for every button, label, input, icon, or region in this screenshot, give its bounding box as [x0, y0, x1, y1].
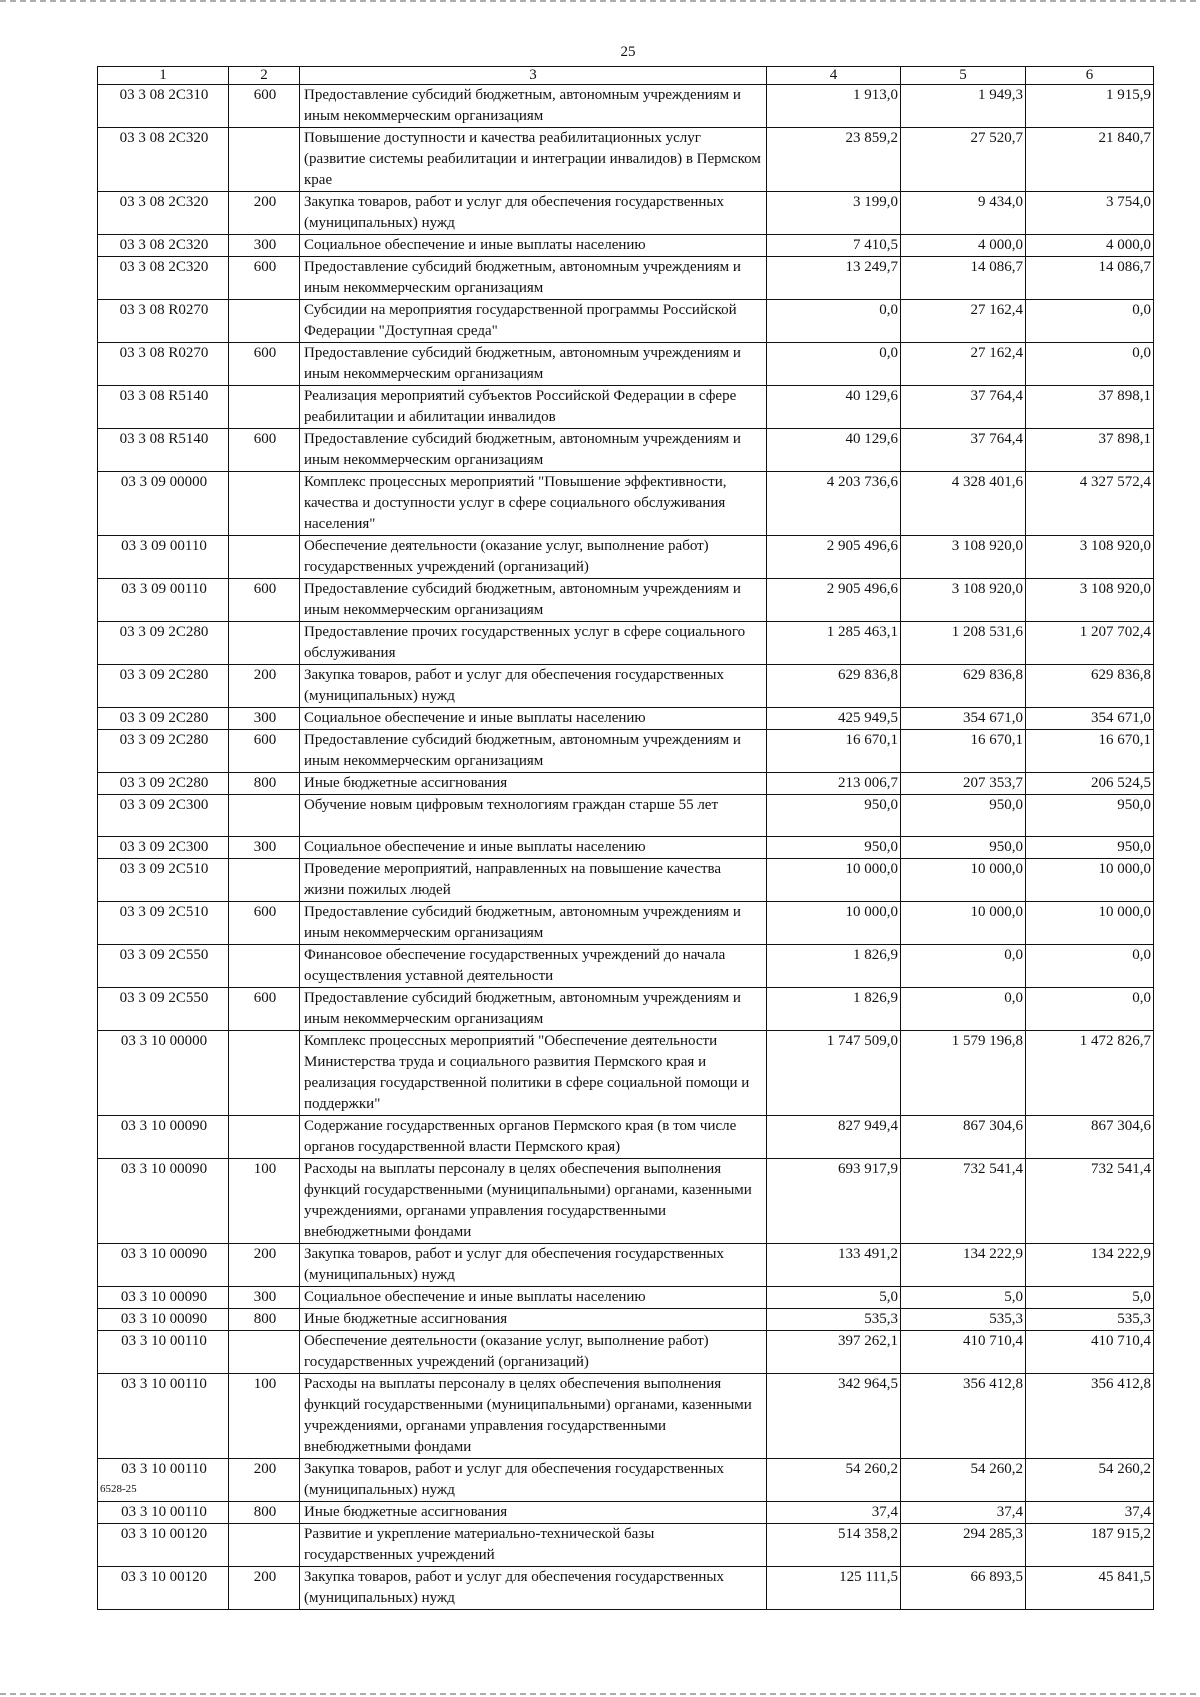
row-expense-type: 200	[229, 1459, 300, 1502]
table-row	[98, 429, 1154, 472]
row-name: Закупка товаров, работ и услуг для обеспечения государственных (муниципальных) нужд	[300, 1567, 767, 1610]
row-expense-type	[229, 795, 300, 837]
row-expense-type: 300	[229, 1287, 300, 1309]
row-code: 03 3 09 00110	[98, 579, 229, 622]
row-value-5: 10 000,0	[901, 859, 1026, 902]
row-expense-type: 600	[229, 579, 300, 622]
row-value-4: 2 905 496,6	[767, 579, 901, 622]
row-expense-type	[229, 472, 300, 536]
row-expense-type: 200	[229, 192, 300, 235]
row-code: 03 3 08 2C320	[98, 235, 229, 257]
row-value-4: 1 285 463,1	[767, 622, 901, 665]
row-value-6: 1 915,9	[1026, 85, 1154, 128]
row-expense-type	[229, 622, 300, 665]
header-col-2: 2	[229, 67, 300, 85]
table-row	[98, 257, 1154, 300]
row-code: 03 3 10 00110	[98, 1459, 229, 1502]
row-value-4: 7 410,5	[767, 235, 901, 257]
row-value-6: 0,0	[1026, 343, 1154, 386]
row-name: Обучение новым цифровым технологиям граждан старше 55 лет	[300, 795, 767, 837]
row-expense-type: 200	[229, 1567, 300, 1610]
row-value-6: 950,0	[1026, 837, 1154, 859]
row-name: Социальное обеспечение и иные выплаты населению	[300, 708, 767, 730]
row-code: 03 3 10 00110	[98, 1374, 229, 1459]
row-value-6: 10 000,0	[1026, 902, 1154, 945]
row-code: 03 3 10 00000	[98, 1031, 229, 1116]
row-value-4: 213 006,7	[767, 773, 901, 795]
row-code: 03 3 09 00110	[98, 536, 229, 579]
row-name: Предоставление субсидий бюджетным, автономным учреждениям и иным некоммерческим организациям	[300, 579, 767, 622]
row-value-5: 629 836,8	[901, 665, 1026, 708]
page-number: 25	[620, 44, 636, 60]
row-value-6: 5,0	[1026, 1287, 1154, 1309]
row-value-4: 125 111,5	[767, 1567, 901, 1610]
row-value-6: 45 841,5	[1026, 1567, 1154, 1610]
row-name: Проведение мероприятий, направленных на повышение качества жизни пожилых людей	[300, 859, 767, 902]
row-name: Развитие и укрепление материально-технической базы государственных учреждений	[300, 1524, 767, 1567]
row-value-5: 14 086,7	[901, 257, 1026, 300]
row-value-6: 37 898,1	[1026, 386, 1154, 429]
budget-table	[97, 66, 1154, 1610]
row-value-5: 16 670,1	[901, 730, 1026, 773]
row-value-5: 5,0	[901, 1287, 1026, 1309]
row-value-4: 693 917,9	[767, 1159, 901, 1244]
row-value-4: 5,0	[767, 1287, 901, 1309]
row-expense-type	[229, 1524, 300, 1567]
row-value-5: 950,0	[901, 837, 1026, 859]
table-row	[98, 1502, 1154, 1524]
row-name: Закупка товаров, работ и услуг для обеспечения государственных (муниципальных) нужд	[300, 192, 767, 235]
row-value-5: 66 893,5	[901, 1567, 1026, 1610]
row-value-6: 3 108 920,0	[1026, 536, 1154, 579]
row-expense-type	[229, 300, 300, 343]
row-expense-type: 600	[229, 429, 300, 472]
table-row	[98, 85, 1154, 128]
row-code: 03 3 09 2C300	[98, 837, 229, 859]
row-value-4: 40 129,6	[767, 429, 901, 472]
row-value-5: 356 412,8	[901, 1374, 1026, 1459]
row-value-6: 54 260,2	[1026, 1459, 1154, 1502]
row-code: 03 3 08 R0270	[98, 300, 229, 343]
row-value-6: 867 304,6	[1026, 1116, 1154, 1159]
row-value-5: 1 949,3	[901, 85, 1026, 128]
row-name: Закупка товаров, работ и услуг для обеспечения государственных (муниципальных) нужд	[300, 665, 767, 708]
row-value-6: 410 710,4	[1026, 1331, 1154, 1374]
row-value-5: 732 541,4	[901, 1159, 1026, 1244]
row-value-5: 410 710,4	[901, 1331, 1026, 1374]
row-code: 03 3 08 2C320	[98, 192, 229, 235]
table-row	[98, 773, 1154, 795]
table-header-row	[98, 67, 1154, 85]
header-col-4: 4	[767, 67, 901, 85]
row-name: Комплекс процессных мероприятий "Обеспечение деятельности Министерства труда и социального развития Пермского края и реализация государственной политики в сфере социальной помощи и поддержки"	[300, 1031, 767, 1116]
row-code: 03 3 08 2C320	[98, 257, 229, 300]
row-code: 03 3 10 00110	[98, 1331, 229, 1374]
row-value-4: 535,3	[767, 1309, 901, 1331]
row-value-4: 13 249,7	[767, 257, 901, 300]
row-code: 03 3 09 2C510	[98, 859, 229, 902]
table-row	[98, 837, 1154, 859]
row-value-5: 294 285,3	[901, 1524, 1026, 1567]
header-col-3: 3	[300, 67, 767, 85]
row-value-6: 206 524,5	[1026, 773, 1154, 795]
table-row	[98, 192, 1154, 235]
row-value-4: 0,0	[767, 300, 901, 343]
row-code: 03 3 08 R5140	[98, 386, 229, 429]
row-value-6: 1 472 826,7	[1026, 1031, 1154, 1116]
row-value-4: 1 913,0	[767, 85, 901, 128]
row-code: 03 3 09 2C280	[98, 730, 229, 773]
row-value-5: 0,0	[901, 945, 1026, 988]
table-body	[98, 85, 1154, 1610]
table-row	[98, 1244, 1154, 1287]
row-value-5: 9 434,0	[901, 192, 1026, 235]
row-code: 03 3 09 2C510	[98, 902, 229, 945]
row-expense-type: 600	[229, 85, 300, 128]
row-name: Финансовое обеспечение государственных учреждений до начала осуществления уставной деятельности	[300, 945, 767, 988]
row-value-6: 14 086,7	[1026, 257, 1154, 300]
row-value-6: 354 671,0	[1026, 708, 1154, 730]
row-value-4: 2 905 496,6	[767, 536, 901, 579]
row-name: Предоставление субсидий бюджетным, автономным учреждениям и иным некоммерческим организациям	[300, 902, 767, 945]
row-value-6: 1 207 702,4	[1026, 622, 1154, 665]
row-code: 03 3 10 00090	[98, 1244, 229, 1287]
row-value-6: 187 915,2	[1026, 1524, 1154, 1567]
row-value-5: 27 162,4	[901, 343, 1026, 386]
row-value-6: 3 754,0	[1026, 192, 1154, 235]
row-expense-type: 600	[229, 988, 300, 1031]
row-value-6: 21 840,7	[1026, 128, 1154, 192]
row-value-6: 0,0	[1026, 988, 1154, 1031]
row-expense-type: 100	[229, 1374, 300, 1459]
row-value-6: 10 000,0	[1026, 859, 1154, 902]
row-expense-type	[229, 859, 300, 902]
row-name: Закупка товаров, работ и услуг для обеспечения государственных (муниципальных) нужд	[300, 1244, 767, 1287]
row-expense-type: 600	[229, 902, 300, 945]
table-row	[98, 300, 1154, 343]
table-row	[98, 988, 1154, 1031]
row-code: 03 3 10 00120	[98, 1524, 229, 1567]
row-value-4: 10 000,0	[767, 902, 901, 945]
row-value-5: 1 208 531,6	[901, 622, 1026, 665]
row-name: Обеспечение деятельности (оказание услуг, выполнение работ) государственных учреждений (организаций)	[300, 536, 767, 579]
row-expense-type	[229, 945, 300, 988]
row-value-6: 4 000,0	[1026, 235, 1154, 257]
header-col-5: 5	[901, 67, 1026, 85]
row-value-6: 0,0	[1026, 945, 1154, 988]
table-row	[98, 795, 1154, 837]
row-value-4: 3 199,0	[767, 192, 901, 235]
row-code: 03 3 10 00090	[98, 1287, 229, 1309]
row-code: 03 3 09 2C550	[98, 988, 229, 1031]
row-code: 03 3 09 00000	[98, 472, 229, 536]
table-row	[98, 622, 1154, 665]
row-name: Обеспечение деятельности (оказание услуг, выполнение работ) государственных учреждений (организаций)	[300, 1331, 767, 1374]
row-value-6: 37 898,1	[1026, 429, 1154, 472]
table-row	[98, 1287, 1154, 1309]
row-expense-type: 600	[229, 343, 300, 386]
row-value-4: 827 949,4	[767, 1116, 901, 1159]
row-name: Социальное обеспечение и иные выплаты населению	[300, 1287, 767, 1309]
document-code: 6528-25	[100, 1483, 137, 1495]
row-expense-type	[229, 1116, 300, 1159]
table-row	[98, 1116, 1154, 1159]
row-value-6: 16 670,1	[1026, 730, 1154, 773]
table-row	[98, 902, 1154, 945]
table-row	[98, 945, 1154, 988]
row-value-5: 27 520,7	[901, 128, 1026, 192]
row-expense-type: 600	[229, 730, 300, 773]
row-value-4: 4 203 736,6	[767, 472, 901, 536]
row-name: Иные бюджетные ассигнования	[300, 1309, 767, 1331]
row-value-6: 3 108 920,0	[1026, 579, 1154, 622]
row-code: 03 3 08 2C320	[98, 128, 229, 192]
row-name: Предоставление субсидий бюджетным, автономным учреждениям и иным некоммерческим организациям	[300, 988, 767, 1031]
row-value-4: 16 670,1	[767, 730, 901, 773]
row-value-5: 207 353,7	[901, 773, 1026, 795]
row-value-5: 134 222,9	[901, 1244, 1026, 1287]
row-name: Предоставление субсидий бюджетным, автономным учреждениям и иным некоммерческим организациям	[300, 85, 767, 128]
row-name: Реализация мероприятий субъектов Российской Федерации в сфере реабилитации и абилитации инвалидов	[300, 386, 767, 429]
row-value-6: 535,3	[1026, 1309, 1154, 1331]
row-code: 03 3 08 2C310	[98, 85, 229, 128]
row-name: Расходы на выплаты персоналу в целях обеспечения выполнения функций государственными (муниципальными) органами, казенными учреждениями, органами управления государственными внебюджетными фондами	[300, 1159, 767, 1244]
table-row	[98, 386, 1154, 429]
scan-edge-top	[0, 0, 1200, 2]
row-value-6: 950,0	[1026, 795, 1154, 837]
row-value-4: 40 129,6	[767, 386, 901, 429]
row-name: Предоставление субсидий бюджетным, автономным учреждениям и иным некоммерческим организациям	[300, 343, 767, 386]
table-row	[98, 1031, 1154, 1116]
row-code: 03 3 09 2C280	[98, 773, 229, 795]
row-name: Предоставление субсидий бюджетным, автономным учреждениям и иным некоммерческим организациям	[300, 257, 767, 300]
row-value-5: 0,0	[901, 988, 1026, 1031]
row-code: 03 3 09 2C300	[98, 795, 229, 837]
row-value-5: 3 108 920,0	[901, 536, 1026, 579]
row-value-5: 867 304,6	[901, 1116, 1026, 1159]
table-row	[98, 730, 1154, 773]
table-row	[98, 343, 1154, 386]
table-row	[98, 536, 1154, 579]
row-value-4: 950,0	[767, 795, 901, 837]
row-value-5: 37,4	[901, 1502, 1026, 1524]
row-code: 03 3 10 00110	[98, 1502, 229, 1524]
row-expense-type: 300	[229, 837, 300, 859]
row-expense-type	[229, 536, 300, 579]
row-value-4: 133 491,2	[767, 1244, 901, 1287]
table-row	[98, 859, 1154, 902]
row-code: 03 3 08 R0270	[98, 343, 229, 386]
row-value-4: 54 260,2	[767, 1459, 901, 1502]
row-value-6: 4 327 572,4	[1026, 472, 1154, 536]
row-value-4: 0,0	[767, 343, 901, 386]
table-row	[98, 708, 1154, 730]
row-name: Иные бюджетные ассигнования	[300, 1502, 767, 1524]
row-expense-type	[229, 386, 300, 429]
row-value-4: 1 747 509,0	[767, 1031, 901, 1116]
row-value-4: 950,0	[767, 837, 901, 859]
row-expense-type	[229, 128, 300, 192]
row-name: Социальное обеспечение и иные выплаты населению	[300, 837, 767, 859]
row-value-4: 425 949,5	[767, 708, 901, 730]
row-code: 03 3 09 2C280	[98, 622, 229, 665]
table-row	[98, 235, 1154, 257]
row-code: 03 3 10 00090	[98, 1116, 229, 1159]
row-value-6: 0,0	[1026, 300, 1154, 343]
row-value-4: 342 964,5	[767, 1374, 901, 1459]
row-code: 03 3 09 2C280	[98, 708, 229, 730]
row-value-4: 397 262,1	[767, 1331, 901, 1374]
row-value-4: 1 826,9	[767, 945, 901, 988]
row-expense-type: 800	[229, 773, 300, 795]
row-value-5: 354 671,0	[901, 708, 1026, 730]
row-code: 03 3 10 00090	[98, 1159, 229, 1244]
row-name: Субсидии на мероприятия государственной программы Российской Федерации "Доступная среда"	[300, 300, 767, 343]
table-row	[98, 1524, 1154, 1567]
row-value-5: 3 108 920,0	[901, 579, 1026, 622]
row-name: Повышение доступности и качества реабилитационных услуг (развитие системы реабилитации и интеграции инвалидов) в Пермском крае	[300, 128, 767, 192]
row-value-5: 4 000,0	[901, 235, 1026, 257]
table-row	[98, 1309, 1154, 1331]
row-value-5: 10 000,0	[901, 902, 1026, 945]
row-value-4: 37,4	[767, 1502, 901, 1524]
row-expense-type: 800	[229, 1309, 300, 1331]
row-value-6: 629 836,8	[1026, 665, 1154, 708]
row-value-4: 514 358,2	[767, 1524, 901, 1567]
row-value-5: 1 579 196,8	[901, 1031, 1026, 1116]
row-name: Предоставление субсидий бюджетным, автономным учреждениям и иным некоммерческим организациям	[300, 429, 767, 472]
row-name: Иные бюджетные ассигнования	[300, 773, 767, 795]
row-expense-type: 300	[229, 708, 300, 730]
row-name: Предоставление прочих государственных услуг в сфере социального обслуживания	[300, 622, 767, 665]
header-col-1: 1	[98, 67, 229, 85]
row-expense-type: 600	[229, 257, 300, 300]
table-row	[98, 128, 1154, 192]
row-expense-type	[229, 1331, 300, 1374]
scan-edge-bottom	[0, 1693, 1200, 1695]
row-expense-type: 100	[229, 1159, 300, 1244]
row-expense-type: 200	[229, 665, 300, 708]
row-code: 03 3 09 2C280	[98, 665, 229, 708]
row-code: 03 3 09 2C550	[98, 945, 229, 988]
row-value-6: 732 541,4	[1026, 1159, 1154, 1244]
table-row	[98, 1374, 1154, 1459]
row-code: 03 3 10 00090	[98, 1309, 229, 1331]
row-value-4: 1 826,9	[767, 988, 901, 1031]
row-code: 03 3 08 R5140	[98, 429, 229, 472]
row-name: Содержание государственных органов Пермского края (в том числе органов государственной власти Пермского края)	[300, 1116, 767, 1159]
row-name: Комплекс процессных мероприятий "Повышение эффективности, качества и доступности услуг в сфере социального обслуживания населения"	[300, 472, 767, 536]
row-name: Расходы на выплаты персоналу в целях обеспечения выполнения функций государственными (муниципальными) органами, казенными учреждениями, органами управления государственными внебюджетными фондами	[300, 1374, 767, 1459]
table-row	[98, 1331, 1154, 1374]
table-row	[98, 1459, 1154, 1502]
table-row	[98, 665, 1154, 708]
row-name: Социальное обеспечение и иные выплаты населению	[300, 235, 767, 257]
row-value-5: 37 764,4	[901, 386, 1026, 429]
row-expense-type: 800	[229, 1502, 300, 1524]
table-row	[98, 1567, 1154, 1610]
table-row	[98, 1159, 1154, 1244]
row-name: Предоставление субсидий бюджетным, автономным учреждениям и иным некоммерческим организациям	[300, 730, 767, 773]
row-value-6: 37,4	[1026, 1502, 1154, 1524]
table-row	[98, 579, 1154, 622]
row-value-4: 629 836,8	[767, 665, 901, 708]
row-value-6: 356 412,8	[1026, 1374, 1154, 1459]
row-code: 03 3 10 00120	[98, 1567, 229, 1610]
row-name: Закупка товаров, работ и услуг для обеспечения государственных (муниципальных) нужд	[300, 1459, 767, 1502]
row-value-5: 950,0	[901, 795, 1026, 837]
row-value-4: 10 000,0	[767, 859, 901, 902]
table-row	[98, 472, 1154, 536]
row-value-5: 4 328 401,6	[901, 472, 1026, 536]
row-expense-type: 300	[229, 235, 300, 257]
row-value-5: 27 162,4	[901, 300, 1026, 343]
row-expense-type: 200	[229, 1244, 300, 1287]
row-value-5: 37 764,4	[901, 429, 1026, 472]
header-col-6: 6	[1026, 67, 1154, 85]
row-expense-type	[229, 1031, 300, 1116]
row-value-5: 535,3	[901, 1309, 1026, 1331]
row-value-6: 134 222,9	[1026, 1244, 1154, 1287]
row-value-4: 23 859,2	[767, 128, 901, 192]
row-value-5: 54 260,2	[901, 1459, 1026, 1502]
